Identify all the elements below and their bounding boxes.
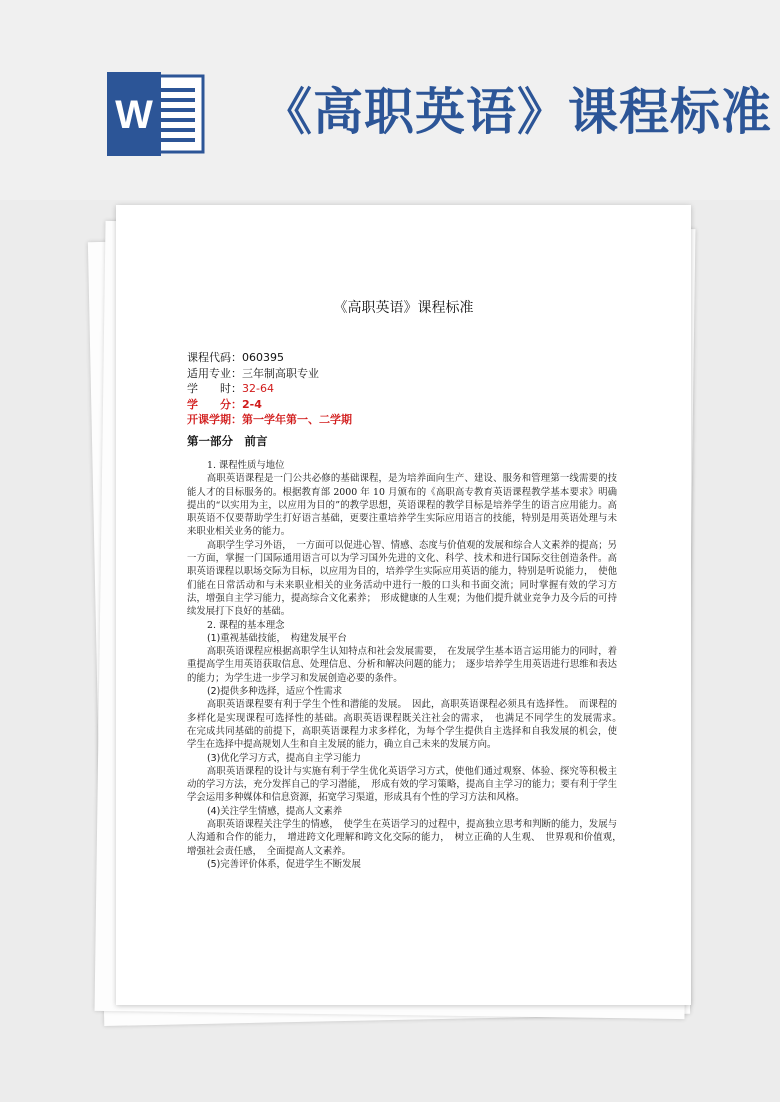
- meta-credits: [187, 397, 647, 413]
- meta-hours: [187, 381, 647, 397]
- paragraph: 高职学生学习外语， 一方面可以促进心智、情感、态度与价值观的发展和综合人文素养的提高；另一方面，掌握一门国际通用语言可以为学习国外先进的文化、科学、技术和进行国际交往创造条件。高职英语课程以职场交际为目标，以应用为目的，培养学生实际应用英语的能力，特别是听说能力， 使他们能在日常活动和与未来职业相关的业务活动中进行一般的口头和书面交流；同时掌握有效的学习方法，增强自主学习能力，提高综合文化素养； 形成健康的人生观；为他们提升就业竞争力及今后的可持续发展打下良好的基础。: [187, 539, 617, 618]
- meta-value: 060395: [242, 351, 284, 364]
- meta-label: 适用专业：: [187, 366, 242, 380]
- meta-value: 第一学年第一、二学期: [242, 413, 352, 426]
- point-heading: (5)完善评价体系，促进学生不断发展: [207, 858, 361, 870]
- logo-letter: W: [115, 93, 153, 137]
- meta-course-code: [187, 350, 647, 366]
- header-title: 《高职英语》课程标准: [262, 82, 772, 141]
- point-heading: (3)优化学习方式，提高自主学习能力: [207, 752, 361, 764]
- word-logo-icon: [107, 72, 205, 156]
- paragraph: 高职英语课程是一门公共必修的基础课程，是为培养面向生产、建设、服务和管理第一线需要的技能人才的目标服务的。根据教育部 2000 年 10 月颁布的《高职高专教育英语课程教学基本要求》明确提出的“以实用为主，以应用为目的”的教学思想，英语课程的教学目标是培养学生的语言应用能力。高职英语不仅要帮助学生打好语言基础，更要注重培养学生实际应用语言的技能，特别是用英语处理与未来职业相关业务的能力。: [187, 473, 617, 538]
- point-heading: (4)关注学生情感，提高人文素养: [207, 805, 343, 817]
- meta-semester: [187, 412, 647, 428]
- point-heading: (2)提供多种选择，适应个性需求: [207, 686, 343, 698]
- subsection-title: 1. 课程性质与地位: [207, 460, 285, 471]
- meta-label: 课程代码：: [187, 351, 242, 364]
- section-heading: 第一部分 前言: [187, 434, 268, 448]
- point-heading: (1)重视基础技能， 构建发展平台: [207, 632, 347, 644]
- document-body: [187, 459, 627, 871]
- paragraph: 高职英语课程应根据高职学生认知特点和社会发展需要， 在发展学生基本语言运用能力的同时，着重提高学生用英语获取信息、处理信息、分析和解决问题的能力； 逐步培养学生用英语进行思维和表达的能力；为学生进一步学习和发展创造必要的条件。: [187, 646, 617, 684]
- document-page: [116, 205, 691, 1005]
- meta-label: 学 分：: [187, 397, 242, 411]
- document-title: 《高职英语》课程标准: [333, 300, 474, 316]
- meta-label: 开课学期：: [187, 413, 242, 426]
- paragraph: 高职英语课程要有利于学生个性和潜能的发展。 因此，高职英语课程必须具有选择性。 而课程的多样化是实现课程可选择性的基础。高职英语课程既关注社会的需求， 也满足不同学生的发展需求。 在完成共同基础的前提下，高职英语课程力求多样化，为每个学生提供自主选择和自我发展的机会，使学生在选择中提高规划人生和自主发展的能力，确立自己未来的发展方向。: [187, 699, 627, 751]
- paragraph: 高职英语课程关注学生的情感， 使学生在英语学习的过程中，提高独立思考和判断的能力，发展与人沟通和合作的能力， 增进跨文化理解和跨文化交际的能力， 树立正确的人生观、 世界观和价值观， 增强社会责任感， 全面提高人文素养。: [187, 819, 627, 857]
- course-meta: [187, 350, 647, 428]
- meta-major: [187, 366, 647, 382]
- paragraph: 高职英语课程的设计与实施有利于学生优化英语学习方式，使他们通过观察、体验、探究等积极主动的学习方法，充分发挥自己的学习潜能， 形成有效的学习策略，提高自主学习的能力；要有利于学生学会运用多种媒体和信息资源，拓宽学习渠道，形成具有个性的学习方法和风格。: [187, 765, 617, 804]
- meta-value: 2-4: [242, 397, 262, 411]
- meta-value: 32-64: [242, 382, 274, 395]
- meta-value: 三年制高职专业: [242, 366, 319, 380]
- header-banner: [0, 0, 780, 200]
- meta-label: 学 时：: [187, 382, 242, 395]
- subsection-title: 2. 课程的基本理念: [207, 619, 285, 631]
